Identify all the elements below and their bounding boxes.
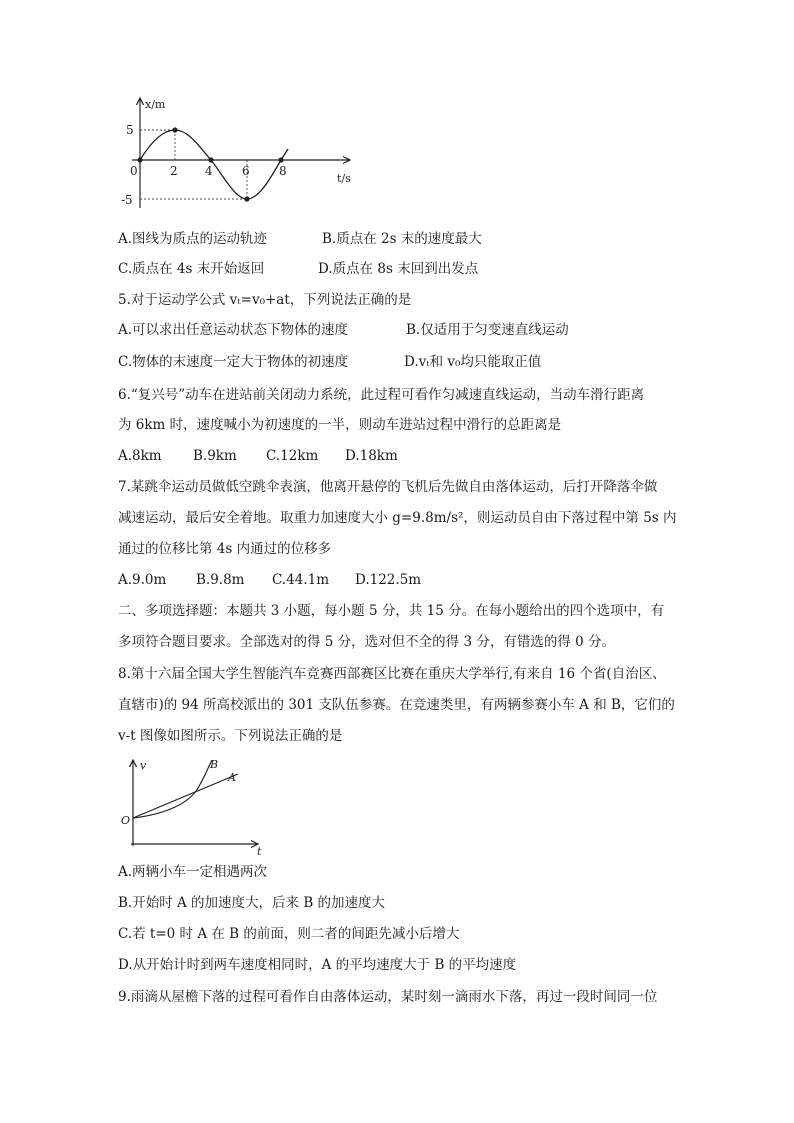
point-origin [137,157,142,162]
vt-x-label: t [257,845,262,856]
line-a [133,774,238,818]
q8-line-1: 8.第十六届全国大学生智能汽车竞赛西部赛区比赛在重庆大学举行,有来自 16 个省(自治区、 [118,666,666,682]
q8-option-c: C.若 t=0 时 A 在 B 的前面，则二者的间距先减小后增大 [118,926,460,942]
q7-line-2: 减速运动，最后安全着地。取重力加速度大小 g=9.8m/s²，则运动员自由下落过程中第 5s 内 [118,510,677,526]
q6-option-d: D.18km [345,448,398,464]
q5-stem: 5.对于运动学公式 vₜ=v₀+at，下列说法正确的是 [118,292,412,308]
vt-y-label: v [140,759,147,772]
section2-line-1: 二、多项选择题：本题共 3 小题，每小题 5 分，共 15 分。在每小题给出的四个选项中，有 [118,603,665,619]
sine-curve [140,130,288,199]
point-trough [244,196,249,201]
point-t4 [208,157,213,162]
q5-option-a: A.可以求出任意运动状态下物体的速度 [118,322,349,338]
point-peak [172,127,177,132]
q6-option-c: C.12km [266,448,319,464]
section2-line-2: 多项符合题目要求。全部选对的得 5 分，选对但不全的得 3 分，有错选的得 0 分。 [118,634,616,650]
q4-option-c: C.质点在 4s 末开始返回 [118,261,265,277]
q9-line-1: 9.雨滴从屋檐下落的过程可看作自由落体运动，某时刻一滴雨水下落，再过一段时间同一位 [118,989,658,1005]
q8-option-d: D.从开始计时到两车速度相同时，A 的平均速度大于 B 的平均速度 [118,957,517,973]
x-tick-0: 0 [130,164,138,178]
x-tick-2: 2 [170,164,178,178]
y-tick-5: 5 [126,123,134,137]
q6-option-a: A.8km [118,448,162,464]
q5-option-d: D.vₜ和 v₀均只能取正值 [404,354,542,370]
q8-option-b: B.开始时 A 的加速度大，后来 B 的加速度大 [118,895,386,911]
xt-graph [118,92,358,217]
x-tick-6: 6 [242,164,250,178]
q7-option-c: C.44.1m [272,572,329,588]
vt-origin-label: O [121,814,131,827]
q5-option-b: B.仅适用于匀变速直线运动 [406,322,569,338]
q5-option-c: C.物体的末速度一定大于物体的初速度 [118,354,349,370]
q4-option-b: B.质点在 2s 末的速度最大 [322,231,482,247]
x-tick-4: 4 [205,164,213,178]
q7-line-1: 7.某跳伞运动员做低空跳伞表演，他离开悬停的飞机后先做自由落体运动，后打开降落伞做 [118,479,658,495]
vt-graph [118,756,268,856]
q7-option-a: A.9.0m [118,572,167,588]
q7-option-b: B.9.8m [196,572,245,588]
q4-option-d: D.质点在 8s 末回到出发点 [318,261,479,277]
point-t8 [278,157,283,162]
q6-line-1: 6.“复兴号”动车在进站前关闭动力系统，此过程可看作匀减速直线运动，当动车滑行距离 [118,387,645,403]
q8-line-3: v-t 图像如图所示。下列说法正确的是 [118,728,343,744]
q8-option-a: A.两辆小车一定相遇两次 [118,864,268,880]
q7-line-3: 通过的位移比第 4s 内通过的位移多 [118,541,332,557]
x-tick-8: 8 [279,164,287,178]
q6-option-b: B.9km [193,448,237,464]
q6-line-2: 为 6km 时，速度喊小为初速度的一半，则动车进站过程中滑行的总距离是 [118,417,562,433]
curve-b-label: B [210,758,219,771]
line-a-label: A [228,771,236,784]
x-axis-label: t/s [337,172,351,185]
q8-line-2: 直辖市)的 94 所高校派出的 301 支队伍参赛。在竞速类里，有两辆参赛小车 A 和 B，它们的 [118,697,675,713]
q4-option-a: A.图线为质点的运动轨迹 [118,231,268,247]
y-tick-neg5: -5 [121,193,133,207]
q7-option-d: D.122.5m [355,572,422,588]
y-axis-label: x/m [145,98,166,111]
